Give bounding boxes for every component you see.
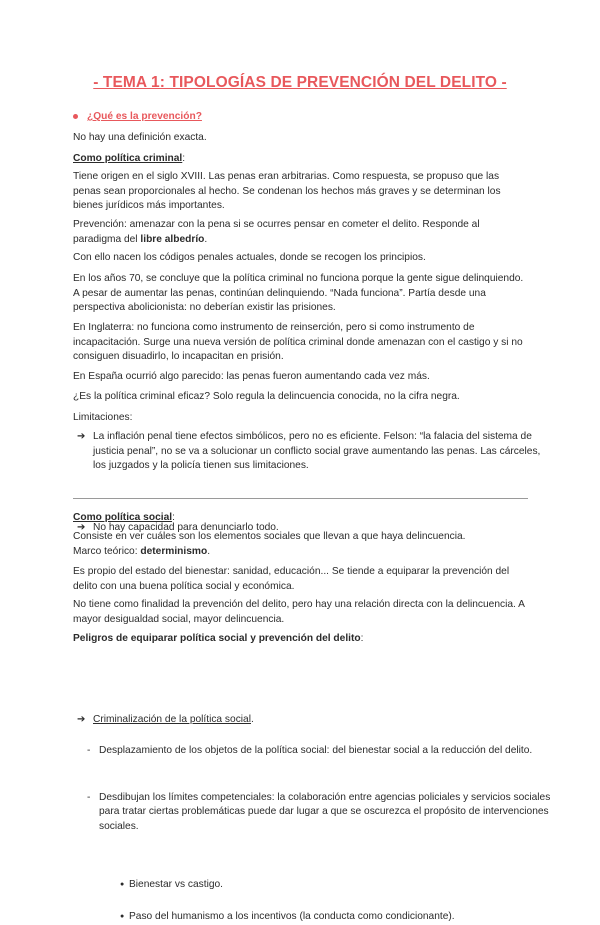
question-text: ¿Qué es la prevención? [87,111,202,122]
paragraph [73,218,528,247]
text: Prevención: amenazar con la pena si se ocurres pensar en cometer el delito. Responde al paradigma del [73,219,480,245]
paragraph [73,545,528,560]
section-heading-criminal [73,152,528,167]
paragraph: Consiste en ver cuáles son los elementos sociales que llevan a que haya delincuencia. [73,531,466,542]
paragraph: En España ocurrió algo parecido: las penas fueron aumentando cada vez más. [73,371,430,382]
heading-text: Como política social [73,512,173,523]
bullet-icon [73,114,78,119]
nested-bullet-item [73,878,584,893]
arrow-icon: ➔ [77,431,86,442]
list-item-text: Criminalización de la política social [93,714,251,726]
sub-list-item [73,791,554,835]
arrow-icon: ➔ [77,521,86,533]
bullet-icon: ● [120,912,125,920]
question-heading [73,110,528,125]
page-title: - TEMA 1: TIPOLOGÍAS DE PREVENCIÓN DEL DELITO - [93,74,507,91]
list-item-text: No hay capacidad para denunciarlo todo. [93,521,279,533]
subheading-peligros [73,632,528,647]
text: Marco teórico: [73,546,141,557]
heading-colon: : [172,512,175,523]
heading-text: Como política criminal [73,153,183,164]
divider [73,498,528,499]
heading-colon: : [360,633,364,644]
paragraph: Con ello nacen los códigos penales actuales, donde se recogen los principios. [73,252,426,263]
paragraph: Tiene origen en el siglo XVIII. Las penas eran arbitrarias. Como respuesta, se propuso que las penas sean proporcionales al hecho. Se condenan los hechos más graves y se determinan los bienes jurídicos más importantes. [73,171,501,212]
list-item [73,430,548,474]
bullet-icon: ● [120,881,125,889]
nested-bullet-text: Paso del humanismo a los incentivos (la conducta como condicionante). [129,910,455,922]
list-item-text: La inflación penal tiene efectos simbólicos, pero no es eficiente. Felson: “la falacia del sistema de justicia penal”, no se va a solucionar un conflicto social grave aumentando las penas. Las cárceles, los juzgados y la policía tienen sus limitaciones. [93,431,541,472]
paragraph-no-definition: No hay una definición exacta. [73,132,207,143]
list-item [73,713,548,728]
paragraph: ¿Es la política criminal eficaz? Solo regula la delincuencia conocida, no la cifra negra. [73,391,460,402]
paragraph: Es propio del estado del bienestar: sanidad, educación... Se tiende a equiparar la prevención del delito con una buena política social y económica. [73,566,510,592]
paragraph: En Inglaterra: no funciona como instrumento de reinserción, pero si como instrumento de incapacitación. Surge una nueva versión de política criminal donde amenazan con el castigo y si no consiguen disuadirlo, lo incapacitan en prisión. [73,322,523,363]
text: . [204,233,208,245]
arrow-icon: ➔ [77,714,86,726]
paragraph: En los años 70, se concluye que la política criminal no funciona porque la gente sigue delinquiendo. A pesar de aumentar las penas, continúan delinquiendo. “Nada funciona”. Partía desde una perspectiva abolicionista: no deberían existir las prisiones. [73,273,524,314]
nested-bullet-text: Bienestar vs castigo. [129,879,223,891]
bold-term: libre albedrío [140,233,205,245]
text: . [250,714,254,726]
sub-list-item-text: Desplazamiento de los objetos de la política social: del bienestar social a la reducción del delito. [99,744,533,756]
bold-term: determinismo [140,546,208,557]
nested-bullet-item [73,910,584,925]
sub-list-item [73,744,554,759]
heading-colon: : [182,153,186,164]
text: . [207,546,211,557]
sub-list-item-text: Desdibujan los límites competenciales: la colaboración entre agencias policiales y servicios sociales para tratar ciertas problemáticas puede dar lugar a que se oscurezca el propósito de intervenciones sociales. [99,791,551,832]
section-heading-social [73,511,528,526]
bold-heading: Peligros de equiparar política social y prevención del delito [73,633,361,644]
paragraph: Limitaciones: [73,412,133,423]
paragraph: No tiene como finalidad la prevención del delito, pero hay una relación directa con la delincuencia. A mayor desigualdad social, mayor delincuencia. [73,599,525,625]
dash-marker: - [87,744,91,756]
dash-marker: - [87,791,91,803]
